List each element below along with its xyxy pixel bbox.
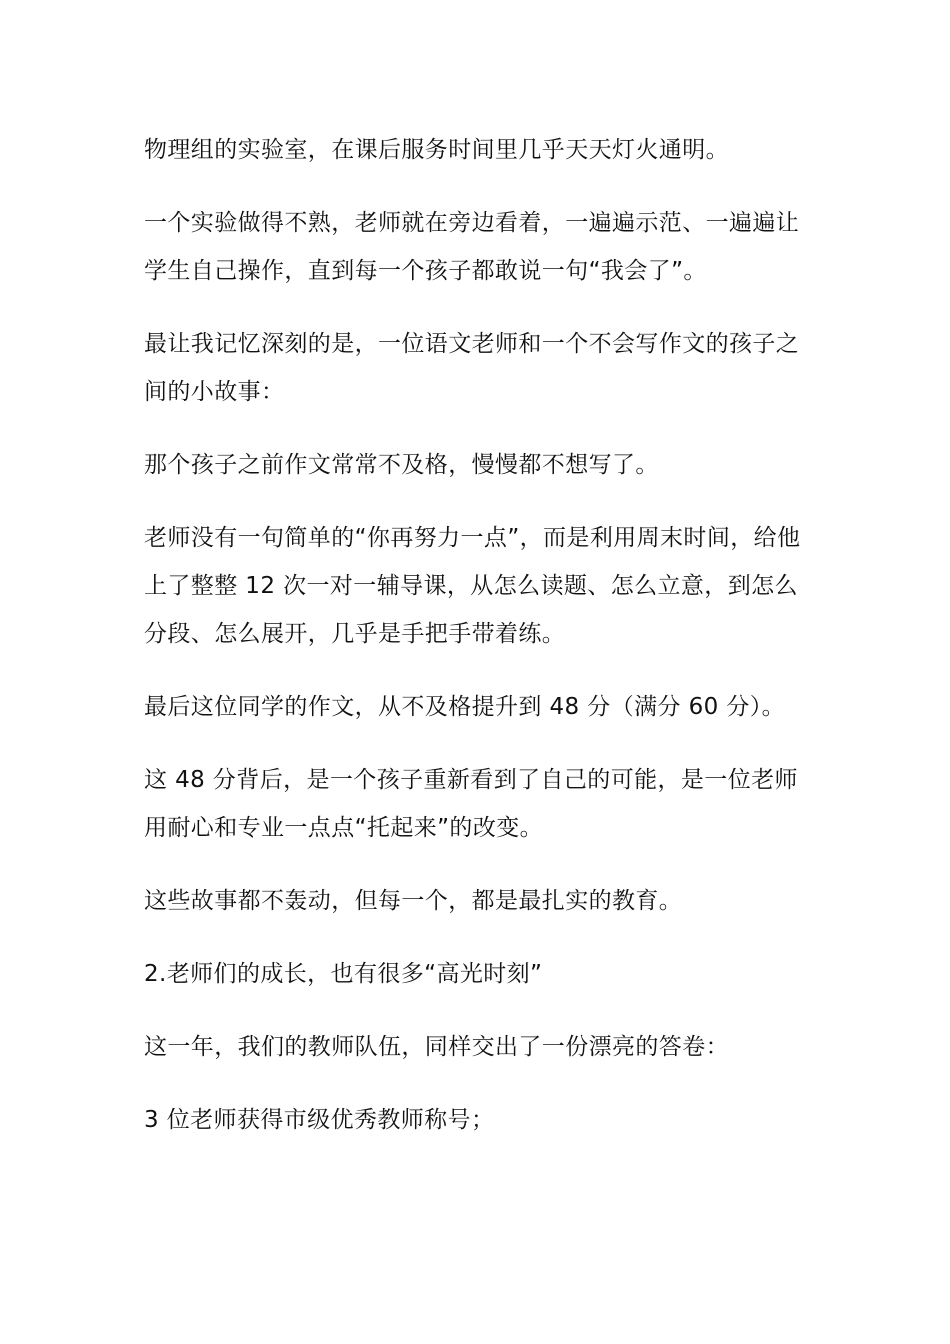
- paragraph-student: 那个孩子之前作文常常不及格，慢慢都不想写了。: [144, 452, 659, 478]
- paragraph-summary: 这些故事都不轰动，但每一个，都是最扎实的教育。: [144, 888, 683, 914]
- paragraph-memory: 最让我记忆深刻的是，一位语文老师和一个不会写作文的孩子之间的小故事：: [144, 331, 800, 405]
- article-body: [144, 126, 814, 1169]
- paragraph-lab: 物理组的实验室，在课后服务时间里几乎天天灯火通明。: [144, 137, 729, 163]
- section-heading: 2.老师们的成长，也有很多“高光时刻”: [144, 961, 543, 987]
- paragraph-team: 这一年，我们的教师队伍，同样交出了一份漂亮的答卷：: [144, 1034, 729, 1060]
- paragraph-score: 最后这位同学的作文，从不及格提升到 48 分（满分 60 分）。: [144, 694, 786, 720]
- paragraph-experiment: 一个实验做得不熟，老师就在旁边看着，一遍遍示范、一遍遍让学生自己操作，直到每一个孩子都敢说一句“我会了”。: [144, 210, 800, 284]
- paragraph-tutoring: 老师没有一句简单的“你再努力一点”，而是利用周末时间，给他上了整整 12 次一对一辅导课，从怎么读题、怎么立意，到怎么分段、怎么展开，几乎是手把手带着练。: [144, 525, 801, 647]
- paragraph-meaning: 这 48 分背后，是一个孩子重新看到了自己的可能，是一位老师用耐心和专业一点点“托起来”的改变。: [144, 767, 798, 841]
- paragraph-award: 3 位老师获得市级优秀教师称号；: [144, 1107, 495, 1133]
